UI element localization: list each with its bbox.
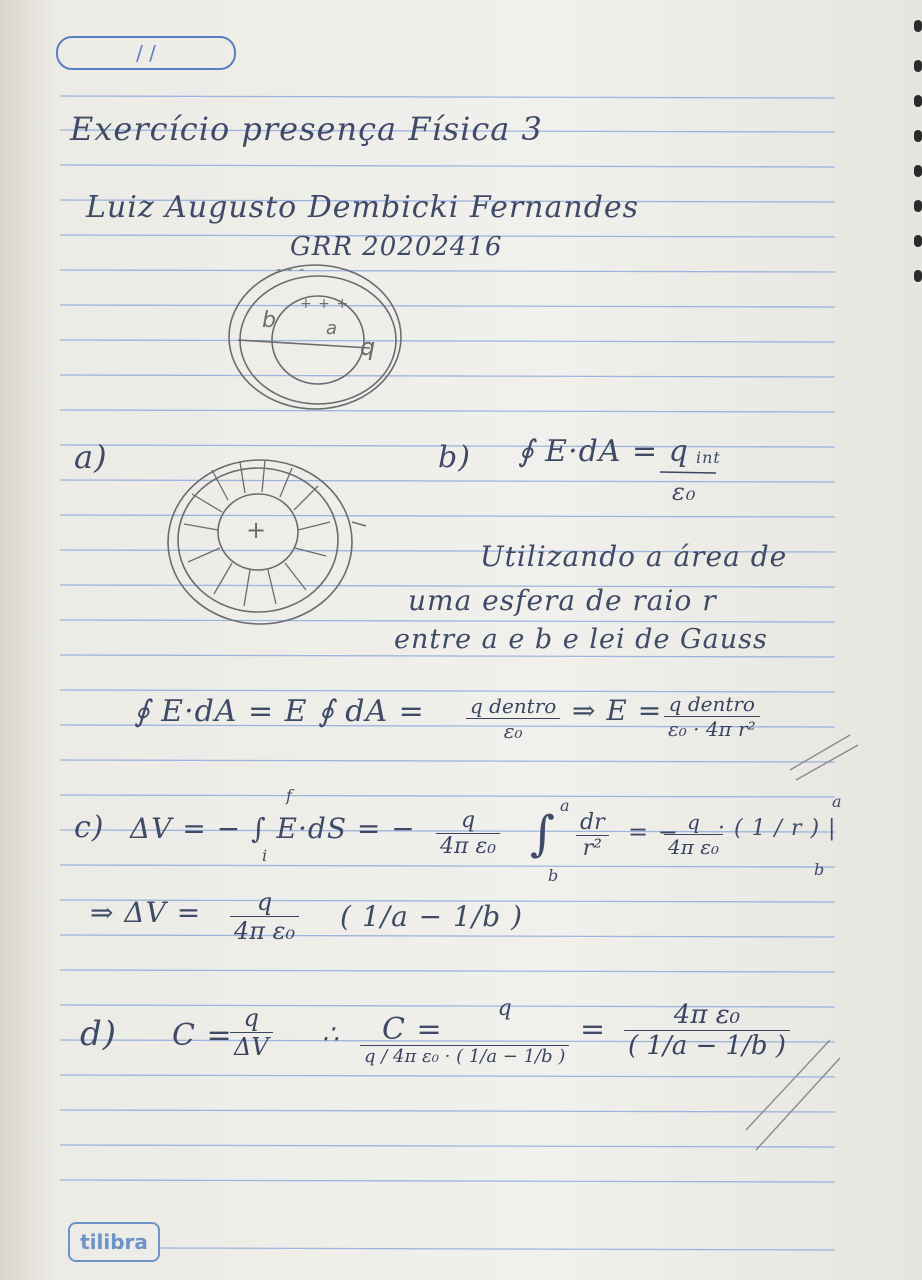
page-title: Exercício presença Física 3 — [70, 110, 543, 148]
text-line-3: entre a e b e lei de Gauss — [394, 624, 768, 655]
part-a-label: a) — [74, 438, 108, 476]
dv-limit-top: f — [286, 786, 293, 805]
dv-eval-top: a — [832, 792, 843, 811]
eq-q-num: q dentro — [466, 694, 560, 719]
part-c-label: c) — [74, 810, 105, 845]
text-line-1: Utilizando a área de — [480, 540, 788, 573]
eq-q-den: ε₀ — [503, 719, 523, 743]
gauss-eps: ε₀ — [672, 478, 697, 506]
capacitance-def-den: ΔV — [234, 1033, 269, 1061]
tilibra-logo — [68, 1222, 160, 1262]
gauss-qsub: int — [696, 448, 721, 467]
dv-result-den: 4π ε₀ — [234, 917, 296, 945]
label-q: q — [360, 333, 377, 361]
capacitance-num: q — [497, 996, 512, 1021]
capacitance-eq: C = — [382, 1012, 443, 1047]
label-a: a — [326, 318, 339, 339]
capacitance-result-num: 4π ε₀ — [624, 1000, 790, 1031]
dv-result-prefix: ⇒ ΔV = — [90, 896, 202, 929]
dv-paren: · ( 1 / r ) | — [718, 816, 837, 841]
label-plus-charges: + + + — [300, 296, 350, 312]
part-b-label: b) — [438, 440, 471, 475]
eq-arrow: ⇒ E = — [572, 694, 663, 727]
part-d-label: d) — [80, 1014, 118, 1054]
dv-int-top: a — [560, 796, 571, 815]
gauss-law: ∮ E·dA = q — [518, 434, 689, 469]
dv-lhs: ΔV = − ∫ E·dS = − — [130, 812, 416, 845]
dv-frac-1-num: q — [436, 808, 500, 834]
field-den: ε₀ · 4π r² — [668, 717, 756, 741]
author-name: Luiz Augusto Dembicki Fernandes — [86, 190, 640, 225]
dv-limit-bottom: i — [262, 846, 269, 865]
dv-int-bottom: b — [548, 866, 560, 885]
dv-frac-3-num: q — [664, 810, 723, 835]
capacitance-result-den: ( 1/a − 1/b ) — [628, 1031, 786, 1061]
dv-frac-2-den: r² — [582, 836, 602, 861]
date-box-text: / / — [136, 41, 156, 65]
capacitance-def: C = — [172, 1018, 233, 1053]
capacitance-den: q / 4π ε₀ · ( 1/a − 1/b ) — [360, 1045, 569, 1067]
dv-eval-bottom: b — [814, 860, 826, 879]
tilibra-logo-text: tilibra — [80, 1230, 148, 1254]
eq-lhs: ∮ E·dA = E ∮ dA = — [134, 694, 425, 729]
text-line-2: uma esfera de raio r — [408, 584, 717, 617]
dv-result-num: q — [230, 888, 299, 917]
center-charge: + — [246, 516, 268, 544]
dv-result-paren: ( 1/a − 1/b ) — [340, 900, 524, 933]
student-id: GRR 20202416 — [290, 232, 503, 262]
dv-frac-3-den: 4π ε₀ — [668, 835, 719, 859]
therefore-symbol: ∴ — [322, 1020, 340, 1050]
dv-frac-1-den: 4π ε₀ — [440, 834, 497, 859]
label-b: b — [262, 308, 277, 333]
capacitance-def-num: q — [230, 1004, 273, 1033]
dv-frac-2-num: dr — [576, 810, 609, 836]
capacitance-eq3: = — [580, 1012, 607, 1047]
label-minus-charges: - - - — [276, 262, 306, 278]
dv-integral: ∫ — [530, 806, 557, 862]
dv-eq2: = − — [628, 818, 679, 846]
field-num: q dentro — [664, 692, 760, 717]
